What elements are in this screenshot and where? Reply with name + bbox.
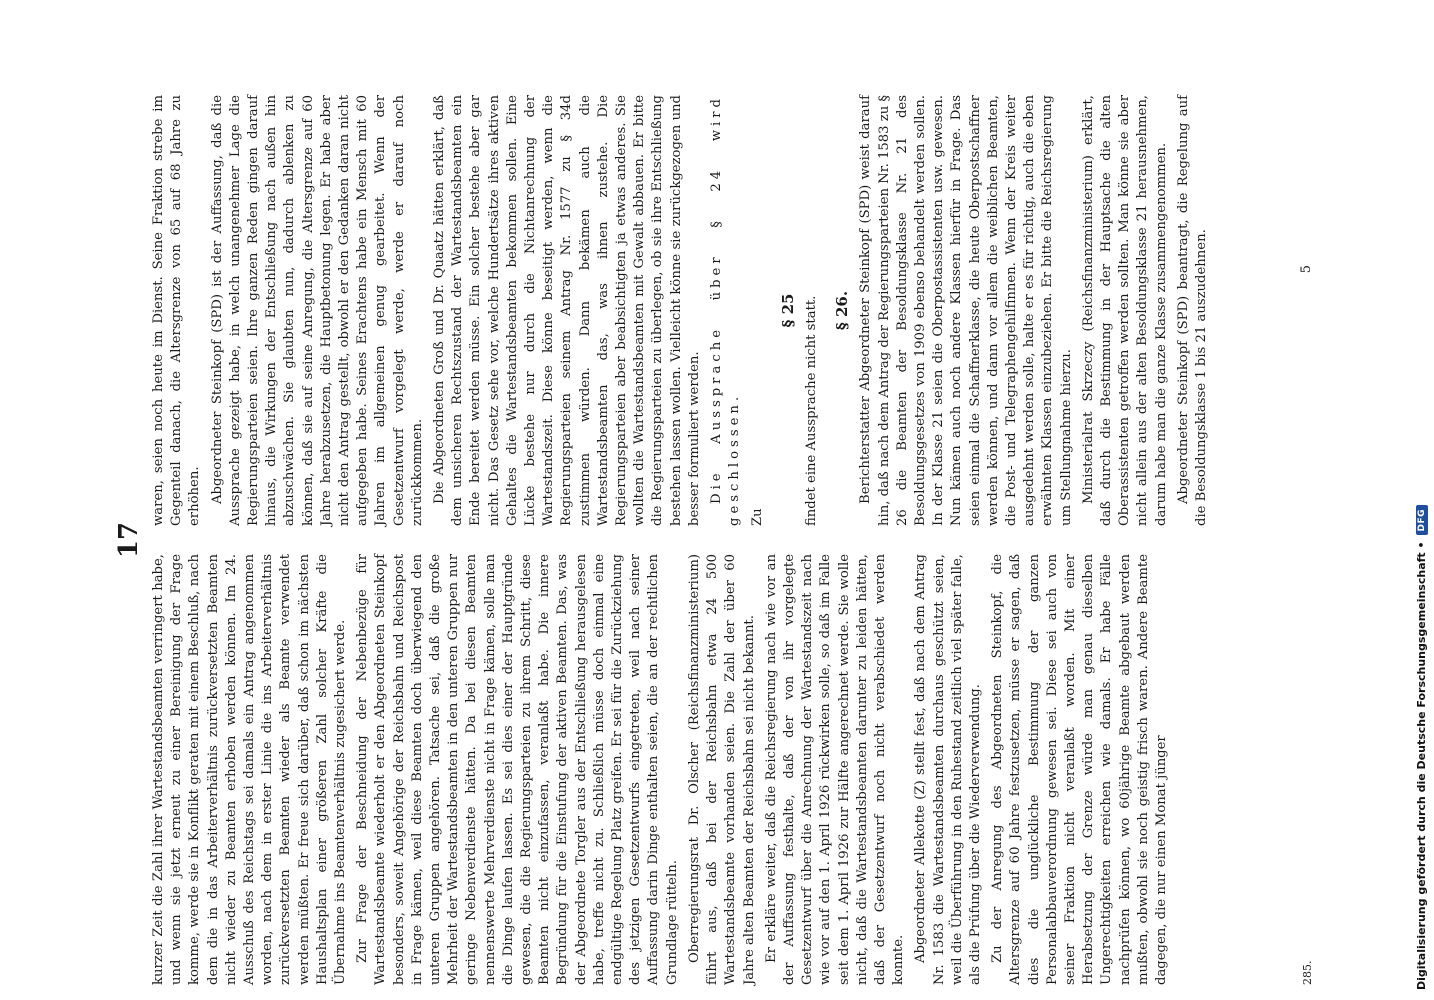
rotated-page-content bbox=[114, 95, 1314, 985]
paragraph: kurzer Zeit die Zahl ihrer Wartestandsbeamten verringert habe, und wenn sie jetzt erneut zu einer Bereinigung der Frage komme, werde sie in Konflikt geraten mit einem Beschluß, nach dem die in das Arbeiterverhältnis zurückversetzten Beamten nicht wieder zu Beamten erhoben werden können. Im 24. Ausschuß des Reichstags sei damals ein Antrag angenommen worden, nach dem in erster Linie die ins Arbeiterverhältnis zurückversetzten Beamten wieder als Beamte verwendet werden müßten. Er freue sich darüber, daß schon im nächsten Haushaltsplan einer größeren Zahl solcher Kräfte die Übernahme ins Beamtenverhältnis zugesichert werde. bbox=[151, 554, 349, 985]
credit-line bbox=[1415, 0, 1428, 990]
footer-sheet-number: 285. bbox=[1301, 960, 1314, 985]
paragraph: waren, seien noch heute im Dienst. Seine Fraktion strebe im Gegenteil danach, die Altersgrenze von 65 auf 68 Jahre zu erhöhen. bbox=[151, 95, 203, 526]
paragraph: Zur Frage der Beschneidung der Nebenbezüge für Wartestandsbeamte wiederholt er den Abgeordneten Steinkopf besonders, soweit Angehörige der Reichsbahn und Reichspost in Frage kämen, weil diese Beamten doch überwiegend den unteren Gruppen angehören. Tatsache sei, daß die große Mehrheit der Wartestandsbeamten in den unteren Gruppen nur geringe Nebenverdienste hätten. Da bei diesen Beamten nennenswerte Mehrverdienste nicht in Frage kämen, solle man die Dinge laufen lassen. Es sei dies einer der Hauptgründe gewesen, die die Regierungsparteien zu ihrem Schritt, diese Beamten nicht einzufassen, veranlaßt habe. Die innere Begründung für die Einstufung der aktiven Beamten. Das, was der Abgeordnete Torgler aus der Entschließung herausgelesen habe, treffe nicht zu. Schließlich müsse doch einmal eine endgültige Regelung Platz greifen. Er sei für die Zurückziehung des jetzigen Gesetzentwurfs eingetreten, weil nach seiner Auffassung darin Dinge enthalten seien, die an der rechtlichen Grundlage rütteln. bbox=[355, 554, 680, 985]
page-number: 17 bbox=[114, 521, 144, 559]
paragraph: Abgeordneter Steinkopf (SPD) ist der Auffassung, daß die Aussprache gezeigt habe, in welch unangenehmer Lage die Regierungsparteien seien. Ihre ganzen Reden gingen darauf hinaus, die Wirkungen der Entschließung nach außen hin abzuschwächen. Sie glaubten nun, dadurch ablenken zu können, daß sie auf seine Anregung, die Altersgrenze auf 60 Jahre herabzusetzen, die Hauptbetonung legen. Er habe aber nicht den Antrag gestellt, obwohl er den Gedanken daran nicht aufgegeben habe. Seines Erachtens habe ein Mensch mit 60 Jahren im allgemeinen genug gearbeitet. Wenn der Gesetzentwurf vorgelegt werde, werde er darauf noch zurückkommen. bbox=[209, 95, 425, 526]
paragraph: Abgeordneter Allekotte (Z) stellt fest, daß nach dem Antrag Nr. 1583 die Wartestandsbeamten durchaus geschützt seien, weil die Überführung in den Ruhestand zeitlich viel später falle, als die Prüfung über die Wiederverwendung. bbox=[913, 554, 983, 985]
section-intro: Zu bbox=[749, 508, 765, 526]
left-column bbox=[150, 554, 1300, 985]
right-column bbox=[150, 95, 1300, 526]
dfg-logo-icon: DFG bbox=[1416, 505, 1428, 536]
credit-text: Digitalisierung gefördert durch die Deutsche Forschungsgemeinschaft • bbox=[1415, 541, 1428, 990]
paragraph: Berichterstatter Abgeordneter Steinkopf (SPD) weist darauf hin, daß nach dem Antrag der Regierungsparteien Nr. 1583 zu § 26 die Beamten der Besoldungsklasse Nr. 21 des Besoldungsgesetzes von 1909 ebenso behandelt werden sollen. In der Klasse 21 seien die Oberpostassistenten usw. gewesen. Nun kämen auch noch andere Klassen hierfür in Frage. Das seien einmal die Schaffnerklasse, die heute Oberpostschaffner werden können, und dann vor allem die weiblichen Beamten, die Post- und Telegraphengehilfinnen. Wenn der Kreis weiter ausgedehnt werden solle, halte er es für richtig, auch die eben erwähnten Klassen einzubeziehen. Er bitte die Reichsregierung um Stellungnahme hierzu. bbox=[858, 95, 1074, 526]
digitization-credit bbox=[1412, 0, 1434, 1000]
section-heading-25: § 25 bbox=[778, 293, 797, 328]
paragraph: Ministerialrat Skrzeczy (Reichsfinanzministerium) erklärt, daß durch die Bestimmung in der Hauptsache die alten Oberassistenten getroffen werden sollten. Man könne sie aber nicht allein aus der alten Besoldungsklasse 21 herausnehmen, darum habe man die ganze Klasse zusammengenommen. bbox=[1080, 95, 1169, 526]
paragraph: Oberregierungsrat Dr. Olscher (Reichsfinanzministerium) führt aus, daß bei der Reichsbahn etwa 24 500 Wartestandsbeamte vorhanden seien. Die Zahl der über 60 Jahre alten Beamten der Reichsbahn sei nicht bekannt. bbox=[686, 554, 757, 985]
paragraph: Abgeordneter Steinkopf (SPD) beantragt, die Regelung auf die Besoldungsklasse 1 bis 21 auszudehnen. bbox=[1175, 95, 1209, 526]
paragraph: findet eine Aussprache nicht statt. bbox=[803, 295, 819, 526]
footer-signature-mark: 5 bbox=[1299, 265, 1314, 274]
paragraph: Zu der Anregung des Abgeordneten Steinkopf, die Altersgrenze auf 60 Jahre festzusetzen, müsse er sagen, daß dies die unglückliche Bestimmung der ganzen Personalabbauverordnung gewesen sei. Diese sei auch von seiner Fraktion nicht veranlaßt worden. Mit einer Herabsetzung der Grenze würde man genau dieselben Ungerechtigkeiten erreichen wie damals. Er habe Fälle nachprüfen können, wo 60jährige Beamte abgebaut werden mußten, obwohl sie noch geistig frisch waren. Andere Beamte dagegen, die nur einen Monat jünger bbox=[990, 554, 1169, 985]
paragraph: Die Abgeordneten Groß und Dr. Quaatz hätten erklärt, daß dem unsicheren Rechtszustand der Wartestandsbeamten ein Ende bereitet werden müsse. Ein solcher bestehe aber gar nicht. Das Gesetz sehe vor, welche Hundertsätze ihres aktiven Gehaltes die Wartestandsbeamten bekommen sollen. Eine Lücke bestehe nur durch die Nichtanrechnung der Wartestandszeit. Diese könne beseitigt werden, wenn die Regierungsparteien seinem Antrag Nr. 1577 zu § 34d zustimmen würden. Dann bekämen auch die Wartestandsbeamten das, was ihnen zustehe. Die Regierungsparteien aber beabsichtigten ja etwas anderes. Sie wollten die Wartestandsbeamten mit Gewalt abbauen. Er bitte die Regierungsparteien zu überlegen, ob sie ihre Entschließung bestehen lassen wollen. Vielleicht könne sie zurückgezogen und besser formuliert werden. bbox=[432, 95, 702, 526]
text-columns bbox=[150, 95, 1300, 985]
section-heading-26: § 26. bbox=[833, 290, 852, 331]
closing-statement: Die Aussprache über § 24 wird geschlossen. bbox=[709, 95, 743, 526]
paragraph: Er erkläre weiter, daß die Reichsregierung nach wie vor an der Auffassung festhalte, daß der von ihr vorgelegte Gesetzentwurf über die Anrechnung der Wartestandszeit nach wie vor auf den 1. April 1926 rückwirken solle, so daß im Falle seit dem 1. April 1926 zur Hälfte angerechnet werde. Sie wolle nicht, daß die Wartestandsbeamten darunter zu leiden hätten, daß der Gesetzentwurf noch nicht verabschiedet werden konnte. bbox=[763, 554, 907, 985]
